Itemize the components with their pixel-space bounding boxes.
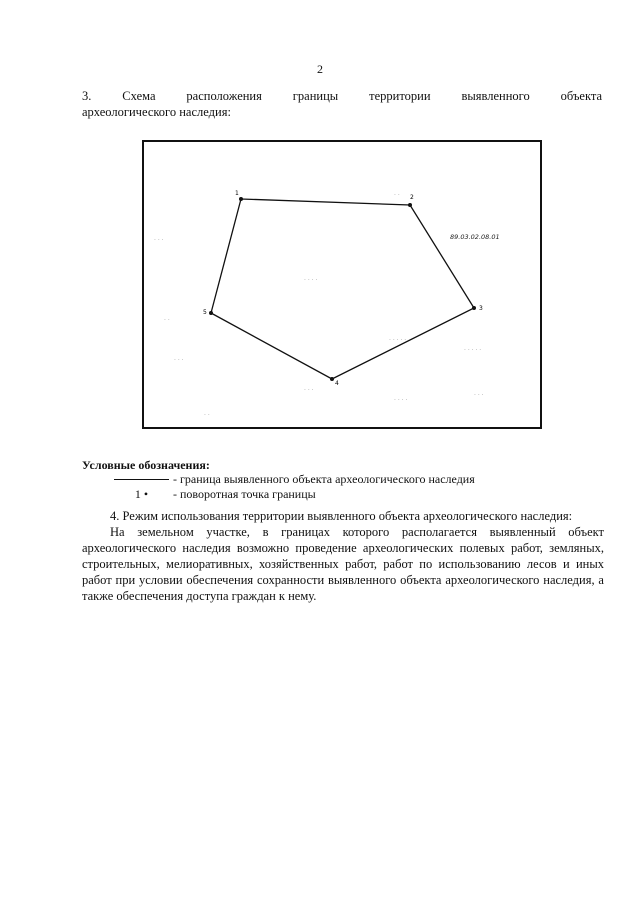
- boundary-scheme-drawing: [144, 142, 540, 427]
- turning-point-label: 2: [410, 194, 414, 201]
- svg-text:· · · · ·: · · · · ·: [464, 347, 482, 354]
- svg-text:· ·: · ·: [394, 192, 400, 199]
- page-number: 2: [317, 62, 323, 76]
- legend-boundary-line: [82, 472, 475, 487]
- turning-point-label: 4: [335, 380, 339, 387]
- section-4: [82, 508, 604, 604]
- title-word: границы: [292, 89, 339, 103]
- legend-title: Условные обозначения:: [82, 458, 210, 472]
- svg-text:· ·: · ·: [204, 412, 210, 419]
- title-word: расположения: [186, 89, 262, 103]
- section-3-title-line-1: [82, 88, 602, 104]
- legend-turning-point: [82, 487, 316, 502]
- svg-text:· · · ·: · · · ·: [394, 397, 408, 404]
- title-word: выявленного: [461, 89, 530, 103]
- legend-point-symbol: 1 •: [134, 487, 149, 501]
- svg-text:· · ·: · · ·: [304, 387, 314, 394]
- section-4-heading: 4. Режим использования территории выявленного объекта археологического наследия:: [110, 509, 573, 523]
- turning-point-4: [330, 377, 339, 387]
- cadastral-code-label: 89.03.02.08.01: [450, 233, 500, 241]
- legend-point-text: - поворотная точка границы: [173, 487, 316, 501]
- turning-point-label: 3: [479, 305, 483, 312]
- svg-text:· · ·: · · ·: [154, 237, 164, 244]
- title-word: Схема: [122, 89, 156, 103]
- section-4-paragraph: На земельном участке, в границах которого располагается выявленный объект археологического наследия возможно проведение археологических полевых работ, земляных, строительных, мелиоративных, хозяйственных работ, работ по использованию лесов и иных работ при условии обеспечения сохранности выявленного объекта археологического наследия, а также обеспечения доступа граждан к нему.: [82, 525, 604, 603]
- svg-text:· · · ·: · · · ·: [304, 277, 318, 284]
- turning-point-3: [472, 305, 483, 312]
- section-3-title-line-2: археологического наследия:: [82, 105, 231, 119]
- turning-point-label: 5: [203, 309, 207, 316]
- svg-text:· ·: · ·: [164, 317, 170, 324]
- background-noise: [154, 192, 484, 419]
- turning-point-1: [235, 190, 243, 201]
- legend-line-symbol: [114, 479, 169, 480]
- title-word: объекта: [560, 89, 603, 103]
- svg-text:· · · · ·: · · · · ·: [389, 337, 407, 344]
- turning-point-label: 1: [235, 190, 239, 197]
- title-word: территории: [369, 89, 431, 103]
- boundary-polygon: [211, 199, 474, 379]
- boundary-scheme-frame: [142, 140, 542, 429]
- legend-line-text: - граница выявленного объекта археологического наследия: [173, 472, 475, 486]
- turning-point-2: [408, 194, 414, 207]
- svg-text:· · ·: · · ·: [474, 392, 484, 399]
- section-3-title: [82, 88, 602, 120]
- svg-text:· · ·: · · ·: [174, 357, 184, 364]
- title-word: 3.: [82, 89, 92, 103]
